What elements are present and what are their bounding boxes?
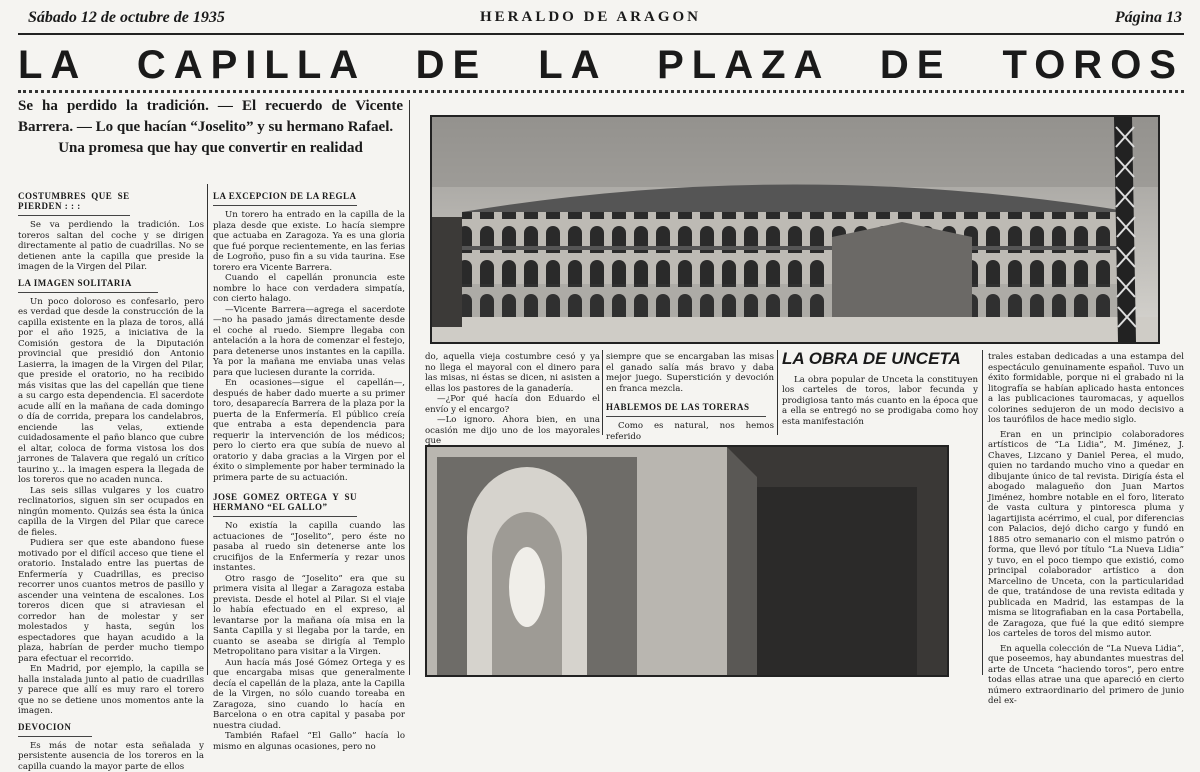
column-divider xyxy=(982,350,983,675)
paragraph: No existía la capilla cuando las actuaciones de “Joselito”, pero éste no pasaba al ruedo sin detenerse ante los crucifijos de la Enfermería y rezar unos instantes. xyxy=(213,521,405,574)
bullring-photo xyxy=(430,115,1160,344)
paragraph: trales estaban dedicadas a una estampa del espectáculo genuinamente español. Tuvo un éxito formidable, porque ni el grabado ni la litografía se habían aplicado hasta entonces a las publicaciones tauromacas, y aquellos colorines sedujeron de un modo decisivo a los taurófilos de hace medio siglo. xyxy=(988,352,1184,426)
paragraph: En ocasiones—sigue el capellán—, después de haber dado muerte a su primer toro, desaparecía Barrera de la plaza por la puerta de la Enfermería. El público creía que entraba a esta dependencia para requerir la intervención de los médicos; pero lo cierto era que subía de nuevo al oratorio y daba gracias a la Virgen por el éxito o simplemente por haber terminado la primera parte de su actuación. xyxy=(213,378,405,483)
paragraph: Las seis sillas vulgares y los cuatro reclinatorios, siguen sin ser ocupados en ningún momento. Quizás sea ésta la única capilla de la Virgen del Pilar que carece de fieles. xyxy=(18,486,204,539)
section-heading: LA IMAGEN SOLITARIA xyxy=(18,278,158,293)
chapel-photo xyxy=(425,445,949,677)
paragraph: En Madrid, por ejemplo, la capilla se halla instalada junto al patio de cuadrillas y parece que allí es muy raro el torero que no se detiene unos momentos ante la imagen. xyxy=(18,664,204,717)
header-rule xyxy=(18,33,1184,35)
paragraph: Cuando el capellán pronuncia este nombre lo hace con verdadera simpatía, con cierto halago. xyxy=(213,273,405,305)
bullring-image xyxy=(432,117,1158,342)
section-heading-unceta: LA OBRA DE UNCETA xyxy=(782,354,978,365)
article-column-1 xyxy=(18,186,204,772)
page-number: Página 13 xyxy=(1115,9,1182,27)
column-divider xyxy=(602,350,603,435)
article-column-4 xyxy=(606,352,774,442)
paragraph: Pudiera ser que este abandono fuese motivado por el difícil acceso que tiene el oratorio. Instalado entre las puertas de Enfermería y Cuadrillas, es preciso recorrer unos cuantos metros de pasillo y ascender una veintena de escalones. Los toreros dicen que si atraviesan el corredor han de molestar y ser molestados y hasta, según los espectadores que hayan acudido a la plaza, habrían de perder mucho tiempo para efectuar el recorrido. xyxy=(18,538,204,664)
paragraph: En aquella colección de “La Nueva Lidia”, que poseemos, hay abundantes muestras del arte de Unceta “haciendo toros”, pero entre todas ellas atrae una que apareció en cierto número extraordinario del primero de junio del ex- xyxy=(988,644,1184,707)
paragraph: También Rafael “El Gallo” hacía lo mismo en algunas ocasiones, pero no xyxy=(213,731,405,752)
subtitle-line1: Se ha perdido la tradición. — El recuerdo de Vicente Barrera. — Lo que hacían “Joselito” y su hermano Rafael. xyxy=(18,98,403,135)
paragraph: —Vicente Barrera—agrega el sacerdote—no ha pasado jamás directamente desde el coche al ruedo. Siempre llegaba con antelación a la hora de comenzar el festejo, para detenerse unos instantes en la capilla. Ya por la mañana me enviaba unas velas para que luciesen durante la corrida. xyxy=(213,305,405,379)
subtitle xyxy=(18,96,403,159)
section-heading: HABLEMOS DE LAS TORERAS xyxy=(606,402,766,417)
paragraph: Como es natural, nos hemos referido xyxy=(606,421,774,442)
chapel-image xyxy=(427,447,947,675)
article-column-5 xyxy=(782,352,978,427)
column-divider xyxy=(777,350,778,435)
section-heading: COSTUMBRES QUE SE PIERDEN : : : xyxy=(18,191,130,216)
section-heading: LA EXCEPCION DE LA REGLA xyxy=(213,191,357,206)
paragraph: Se va perdiendo la tradición. Los toreros saltan del coche y se dirigen directamente al patio de cuadrillas. No se detienen ante la capilla que preside la imagen de la Virgen del Pilar. xyxy=(18,220,204,273)
issue-date: Sábado 12 de octubre de 1935 xyxy=(28,9,225,27)
paragraph: Un poco doloroso es confesarlo, pero es verdad que desde la construcción de la capilla existente en la plaza de toros, allá por el año 1925, a iniciativa de la Comisión gestora de la Diputación provincial que presidió don Antonio Lasierra, la imagen de la Virgen del Pilar, que preside el oratorio, no ha recibido más visitas que las del capellán que tiene a su cargo esta dependencia. El sacerdote acude allí en la mañana de cada domingo o día de corrida, prepara los candelabros, enciende las velas, extiende cuidadosamente el paño blanco que cubre el altar, coloca de forma vistosa los dos jarrones de Talavera que regaló un crítico taurino y... la imagen espera la llegada de los toreros que no acaden nunca. xyxy=(18,297,204,486)
paragraph: do, aquella vieja costumbre cesó y ya no llega el mayoral con el dinero para las misas, ni éstas se dicen, ni asisten a ellas los pastores de la ganadería. xyxy=(425,352,600,394)
paragraph: Otro rasgo de “Joselito” era que su primera visita al llegar a Zaragoza estaba prevista. Desde el hotel al Pilar. Si el viaje lo había efectuado en el expreso, al levantarse por la mañana oía misa en la Santa Capilla y si llegaba por la tarde, en cuanto se aseaba se dirigía al Templo Metropolitano para visitar a la Virgen. xyxy=(213,574,405,658)
article-column-2 xyxy=(213,186,405,752)
paragraph: Es más de notar esta señalada y persistente ausencia de los toreros en la capilla cuando la mayor parte de ellos xyxy=(18,741,204,772)
column-divider xyxy=(207,184,208,675)
paragraph: —Lo ignoro. Ahora bien, en una ocasión me dijo uno de los mayorales que xyxy=(425,415,600,447)
paragraph: siempre que se encargaban las misas el ganado salía más bravo y daba mejor juego. Superstición y devoción en franca mezcla. xyxy=(606,352,774,394)
subtitle-line2: Una promesa que hay que convertir en realidad xyxy=(18,138,403,159)
page-title: LA CAPILLA DE LA PLAZA DE TOROS xyxy=(18,42,1184,88)
paragraph: Un torero ha entrado en la capilla de la plaza desde que existe. Lo hacía siempre que actuaba en Zaragoza. Ya es una gloria que fué porque recientemente, en las ferias de Logroño, puso fin a su vida taurina. Ese torero era Vicente Barrera. xyxy=(213,210,405,273)
column-divider xyxy=(409,100,410,675)
section-heading: JOSE GOMEZ ORTEGA Y SU HERMANO “EL GALLO” xyxy=(213,492,357,517)
paragraph: Aun hacía más José Gómez Ortega y es que encargaba misas que generalmente decía el capellán de la plaza, ante la Capilla de la Virgen, no sólo cuando toreaba en Zaragoza, sino cuando lo hacía en Barcelona o en otra capital y pasaba por nuestra ciudad. xyxy=(213,658,405,732)
article-column-3 xyxy=(425,352,600,447)
section-heading: DEVOCION xyxy=(18,722,92,737)
article-column-6 xyxy=(988,352,1184,707)
paragraph: Eran en un principio colaboradores artísticos de “La Lidia”, M. Jiménez, J. Chaves, Lizcano y Daniel Perea, el mudo, quien no tardando mucho vino a quedar en dibujante único de tal revista. Dirigía ésta el abogado malagueño don Juan Martos Jiménez, hombre notable en el foro, literato de vasta cultura y pintoresca pluma y lagartijista acérrimo, el cual, por diferencias con Palacios, dejó dicho cargo y fundó en 1885 otro semanario con el mismo patrón o forma, que llevó por título “La Nueva Lidia” y tuvo, en el poco tiempo que existió, como principal colaborador artístico a don Marcelino de Unceta, con la particularidad de que, tratándose de una revista editada y publicada en Madrid, las estampas de la misma se litografiaban en la casa Portabella, de Zaragoza, que fué la que editó siempre los carteles de toros del mismo autor. xyxy=(988,430,1184,640)
masthead: HERALDO DE ARAGON xyxy=(480,9,701,26)
paragraph: —¿Por qué hacía don Eduardo el envío y el encargo? xyxy=(425,394,600,415)
paragraph: La obra popular de Unceta la constituyen los carteles de toros, labor fecunda y prodigiosa tanto más cuanto en la época que a ella se entregó no se prodigaba como hoy esta manifestación xyxy=(782,375,978,428)
